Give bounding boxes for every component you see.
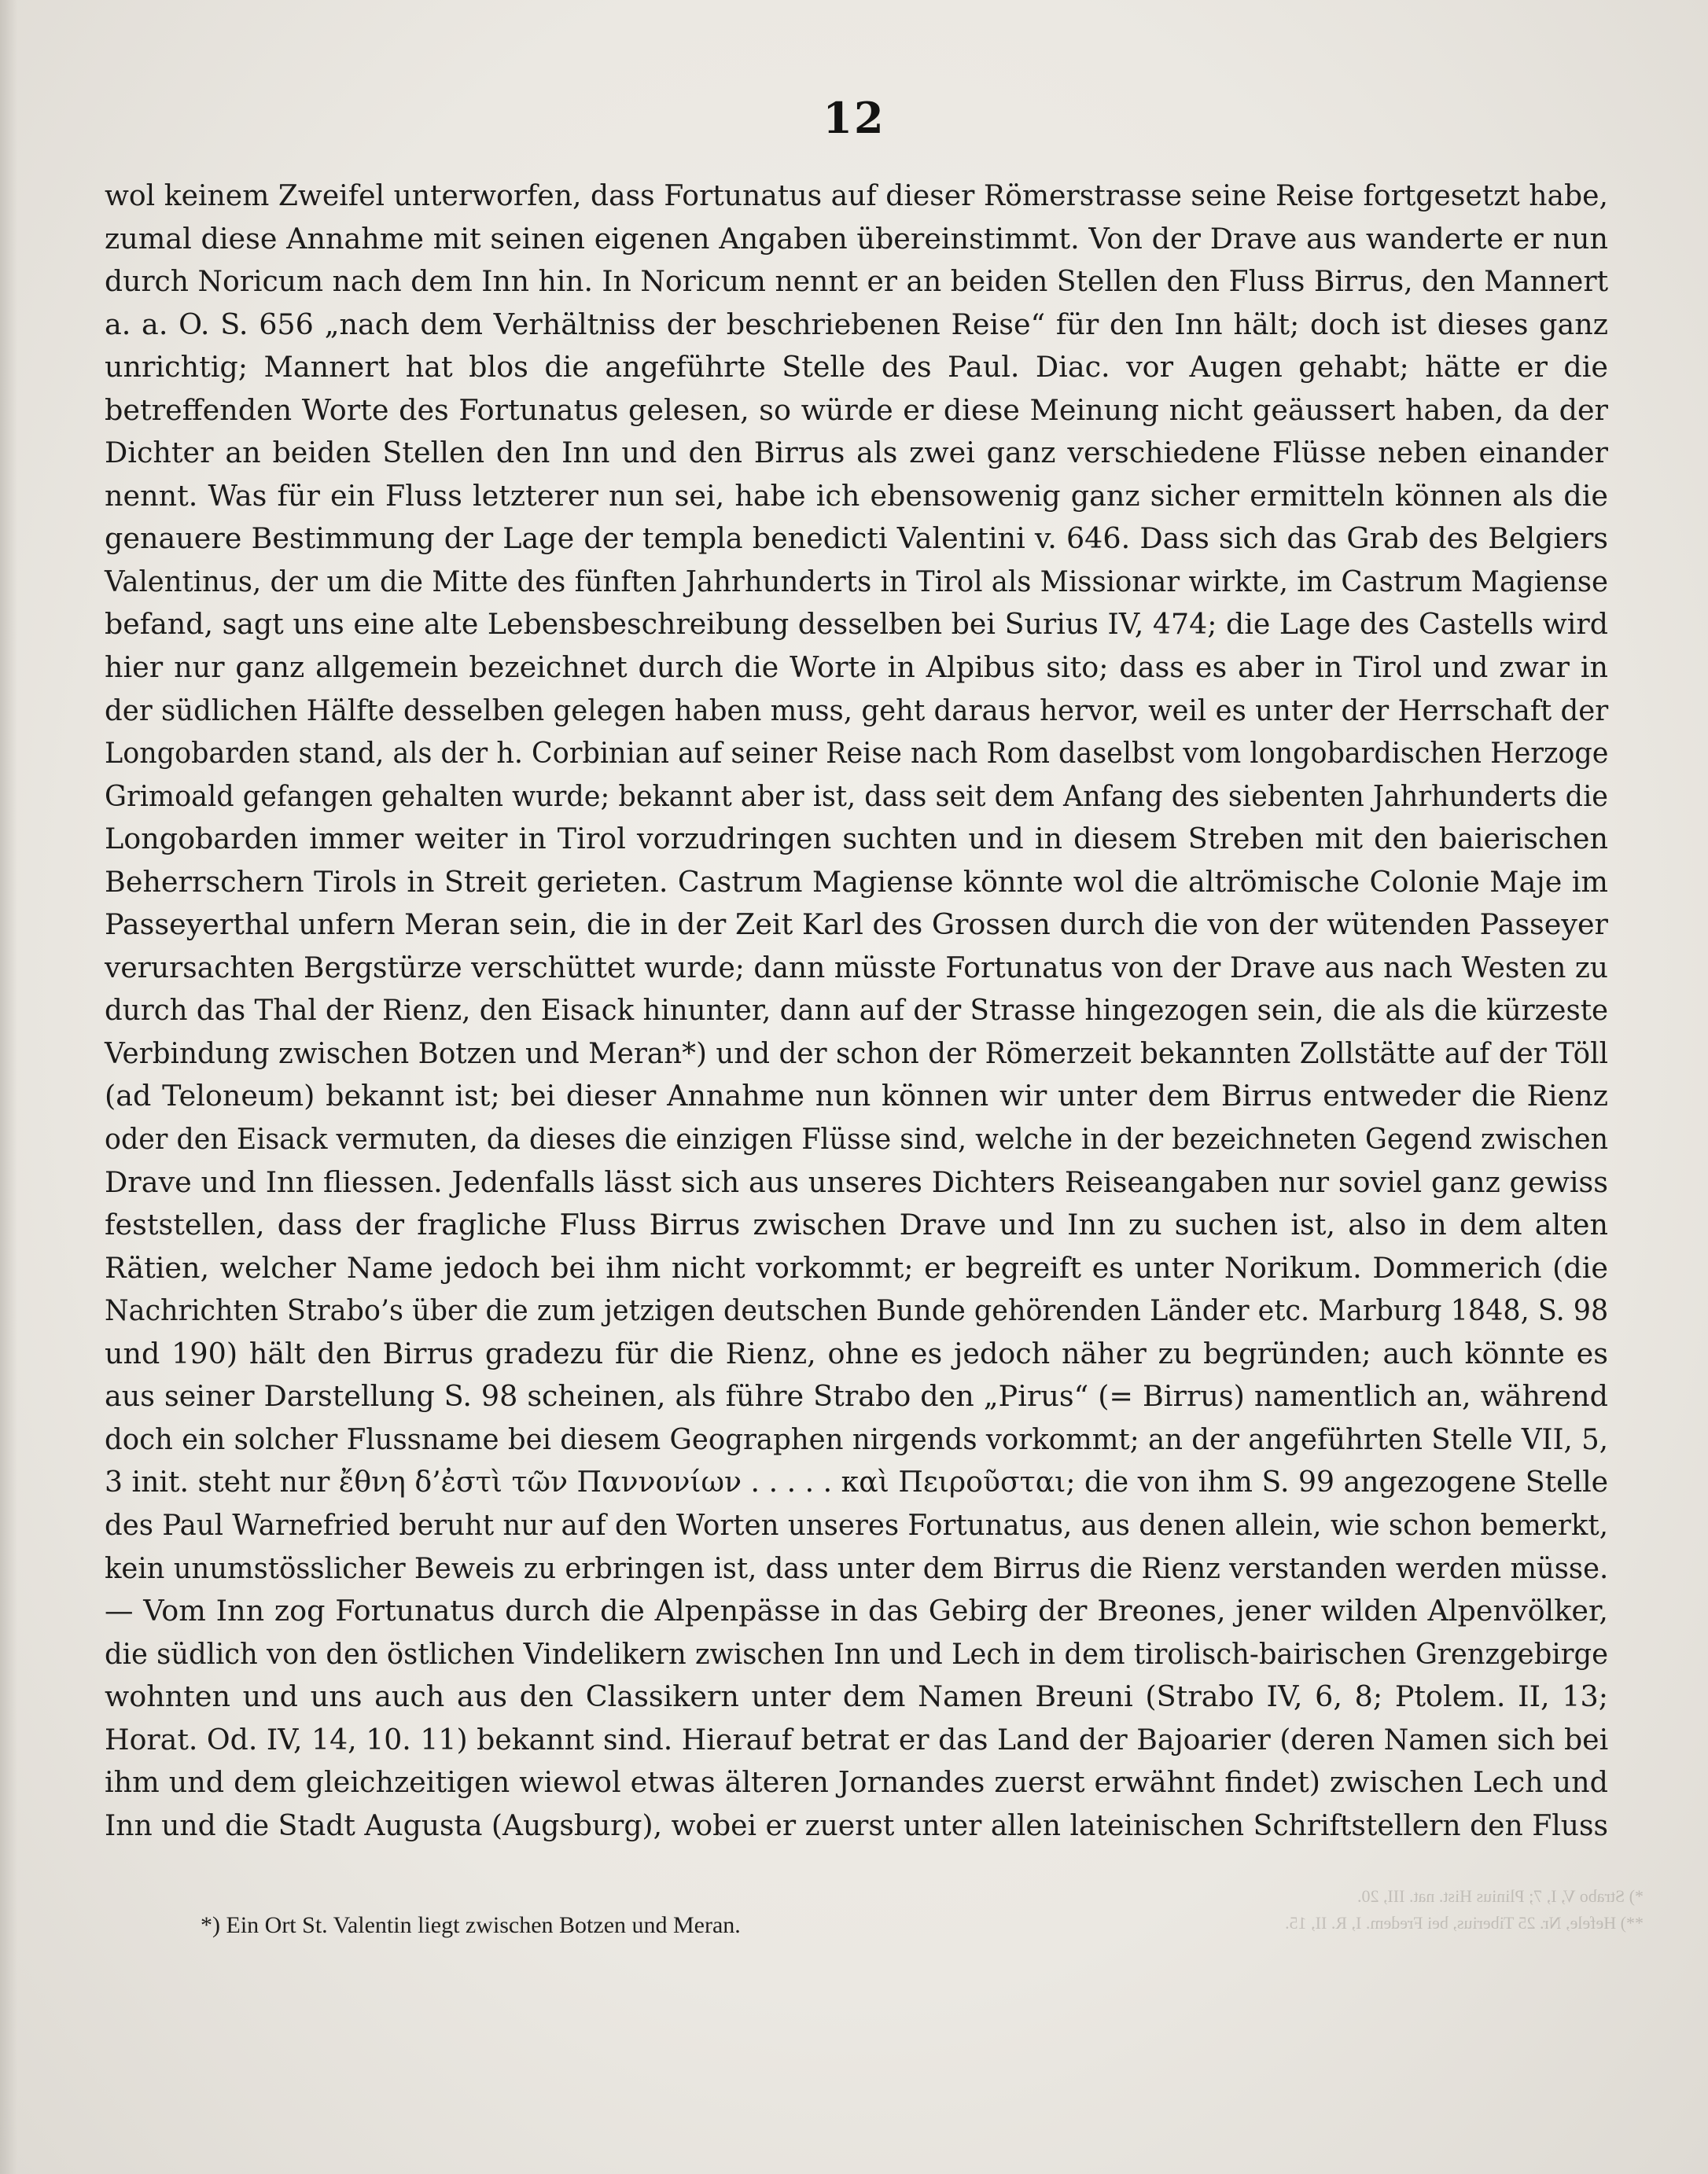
text-line: a. a. O. S. 656 „nach dem Verhältniss der beschriebenen Reise“ für den Inn hält; doch ist dieses ganz (105, 307, 1608, 341)
text-line: Drave und Inn fliessen. Jedenfalls lässt sich aus unseres Dichters Reiseangaben nur soviel ganz gewiss (105, 1164, 1608, 1199)
text-line: Valentinus, der um die Mitte des fünften Jahrhunderts in Tirol als Missionar wirkte, im Castrum Magiense (105, 564, 1608, 598)
text-line: Grimoald gefangen gehalten wurde; bekannt aber ist, dass seit dem Anfang des siebenten Jahrhunderts die (105, 778, 1608, 813)
text-line: feststellen, dass der fragliche Fluss Birrus zwischen Drave und Inn zu suchen ist, also in dem alten (105, 1208, 1608, 1242)
text-line: 3 init. steht nur ἔθνη δ’ἐστὶ τῶν Παννονίων . . . . . καὶ Πειροῦσται; die von ihm S. 99 angezogene Stelle (105, 1465, 1609, 1499)
text-line: befand, sagt uns eine alte Lebensbeschreibung desselben bei Surius IV, 474; die Lage des Castells wird (105, 607, 1608, 642)
text-line: hier nur ganz allgemein bezeichnet durch die Worte in Alpibus sito; dass es aber in Tirol und zwar in (105, 650, 1608, 685)
body-text (105, 175, 1608, 1847)
text-line: Horat. Od. IV, 14, 10. 11) bekannt sind. Hierauf betrat er das Land der Bajoarier (deren Namen sich bei (105, 1722, 1609, 1756)
text-line: betreffenden Worte des Fortunatus gelesen, so würde er diese Meinung nicht geäussert haben, da der (105, 392, 1608, 427)
text-line: Nachrichten Strabo’s über die zum jetzigen deutschen Bunde gehörenden Länder etc. Marburg 1848, S. 98 (105, 1293, 1609, 1328)
text-line: genauere Bestimmung der Lage der templa benedicti Valentini v. 646. Dass sich das Grab des Belgiers (105, 521, 1608, 556)
text-line: ihm und dem gleichzeitigen wiewol etwas älteren Jornandes zuerst erwähnt findet) zwischen Lech und (105, 1765, 1608, 1800)
show-through-line: **) Hefele, Nr. 25 Tiberius, bei Fredem. I, R. II, 15. (1285, 1913, 1644, 1933)
text-line: Longobarden stand, als der h. Corbinian auf seiner Reise nach Rom daselbst vom longobardischen Herzoge (105, 736, 1609, 771)
footnote: *) Ein Ort St. Valentin liegt zwischen Botzen und Meran. (201, 1912, 741, 1938)
page-gutter-shadow (0, 0, 17, 2174)
text-line: wol keinem Zweifel unterworfen, dass Fortunatus auf dieser Römerstrasse seine Reise fortgesetzt habe, (105, 178, 1608, 212)
text-line: oder den Eisack vermuten, da dieses die einzigen Flüsse sind, welche in der bezeichneten Gegend zwischen (105, 1122, 1609, 1157)
text-line: Dichter an beiden Stellen den Inn und den Birrus als zwei ganz verschiedene Flüsse neben einander (105, 436, 1608, 470)
text-line: durch das Thal der Rienz, den Eisack hinunter, dann auf der Strasse hingezogen sein, die als die kürzeste (105, 993, 1609, 1028)
text-line: doch ein solcher Flussname bei diesem Geographen nirgends vorkommt; an der angeführten Stelle VII, 5, (105, 1422, 1608, 1456)
text-line: Verbindung zwischen Botzen und Meran*) und der schon der Römerzeit bekannten Zollstätte auf der Töll (105, 1036, 1608, 1070)
text-line: und 190) hält den Birrus gradezu für die Rienz, ohne es jedoch näher zu begründen; auch könnte es (105, 1336, 1608, 1370)
text-line: Inn und die Stadt Augusta (Augsburg), wobei er zuerst unter allen lateinischen Schriftstellern den Fluss (105, 1808, 1608, 1842)
text-line: (ad Teloneum) bekannt ist; bei dieser Annahme nun können wir unter dem Birrus entweder die Rienz (105, 1079, 1608, 1113)
show-through-line: *) Strabo V, I, 7; Plinius Hist. nat. III, 20. (1356, 1886, 1644, 1906)
text-line: des Paul Warnefried beruht nur auf den Worten unseres Fortunatus, aus denen allein, wie schon bemerkt, (105, 1507, 1608, 1542)
text-line: zumal diese Annahme mit seinen eigenen Angaben übereinstimmt. Von der Drave aus wanderte er nun (105, 221, 1608, 256)
text-line: unrichtig; Mannert hat blos die angeführte Stelle des Paul. Diac. vor Augen gehabt; hätte er die (105, 350, 1608, 384)
page-number: 12 (823, 93, 885, 143)
text-line: durch Noricum nach dem Inn hin. In Noricum nennt er an beiden Stellen den Fluss Birrus, den Mannert (105, 264, 1609, 299)
text-line: nennt. Was für ein Fluss letzterer nun sei, habe ich ebensowenig ganz sicher ermitteln können als die (105, 478, 1608, 513)
text-line: Rätien, welcher Name jedoch bei ihm nicht vorkommt; er begreift es unter Norikum. Dommerich (die (105, 1250, 1608, 1285)
show-through-text (1285, 1883, 1644, 1937)
text-line: verursachten Bergstürze verschüttet wurde; dann müsste Fortunatus von der Drave aus nach Westen zu (105, 950, 1608, 984)
text-line: Passeyerthal unfern Meran sein, die in der Zeit Karl des Grossen durch die von der wütenden Passeyer (105, 907, 1608, 942)
text-line: aus seiner Darstellung S. 98 scheinen, als führe Strabo den „Pirus“ (= Birrus) namentlich an, während (105, 1379, 1608, 1414)
text-line: der südlichen Hälfte desselben gelegen haben muss, geht daraus hervor, weil es unter der Herrschaft der (105, 693, 1609, 727)
text-line: wohnten und uns auch aus den Classikern unter dem Namen Breuni (Strabo IV, 6, 8; Ptolem. II, 13; (105, 1679, 1608, 1714)
text-line: die südlich von den östlichen Vindelikern zwischen Inn und Lech in dem tirolisch-bairischen Grenzgebirge (105, 1636, 1609, 1671)
text-line: Beherrschern Tirols in Streit gerieten. Castrum Magiense könnte wol die altrömische Colonie Maje im (105, 864, 1608, 899)
text-line: — Vom Inn zog Fortunatus durch die Alpenpässe in das Gebirg der Breones, jener wilden Alpenvölker, (105, 1594, 1608, 1628)
text-line: kein unumstösslicher Beweis zu erbringen ist, dass unter dem Birrus die Rienz verstanden werden müsse. (105, 1550, 1609, 1585)
text-line: Longobarden immer weiter in Tirol vorzudringen suchten und in diesem Streben mit den baierischen (105, 822, 1608, 856)
